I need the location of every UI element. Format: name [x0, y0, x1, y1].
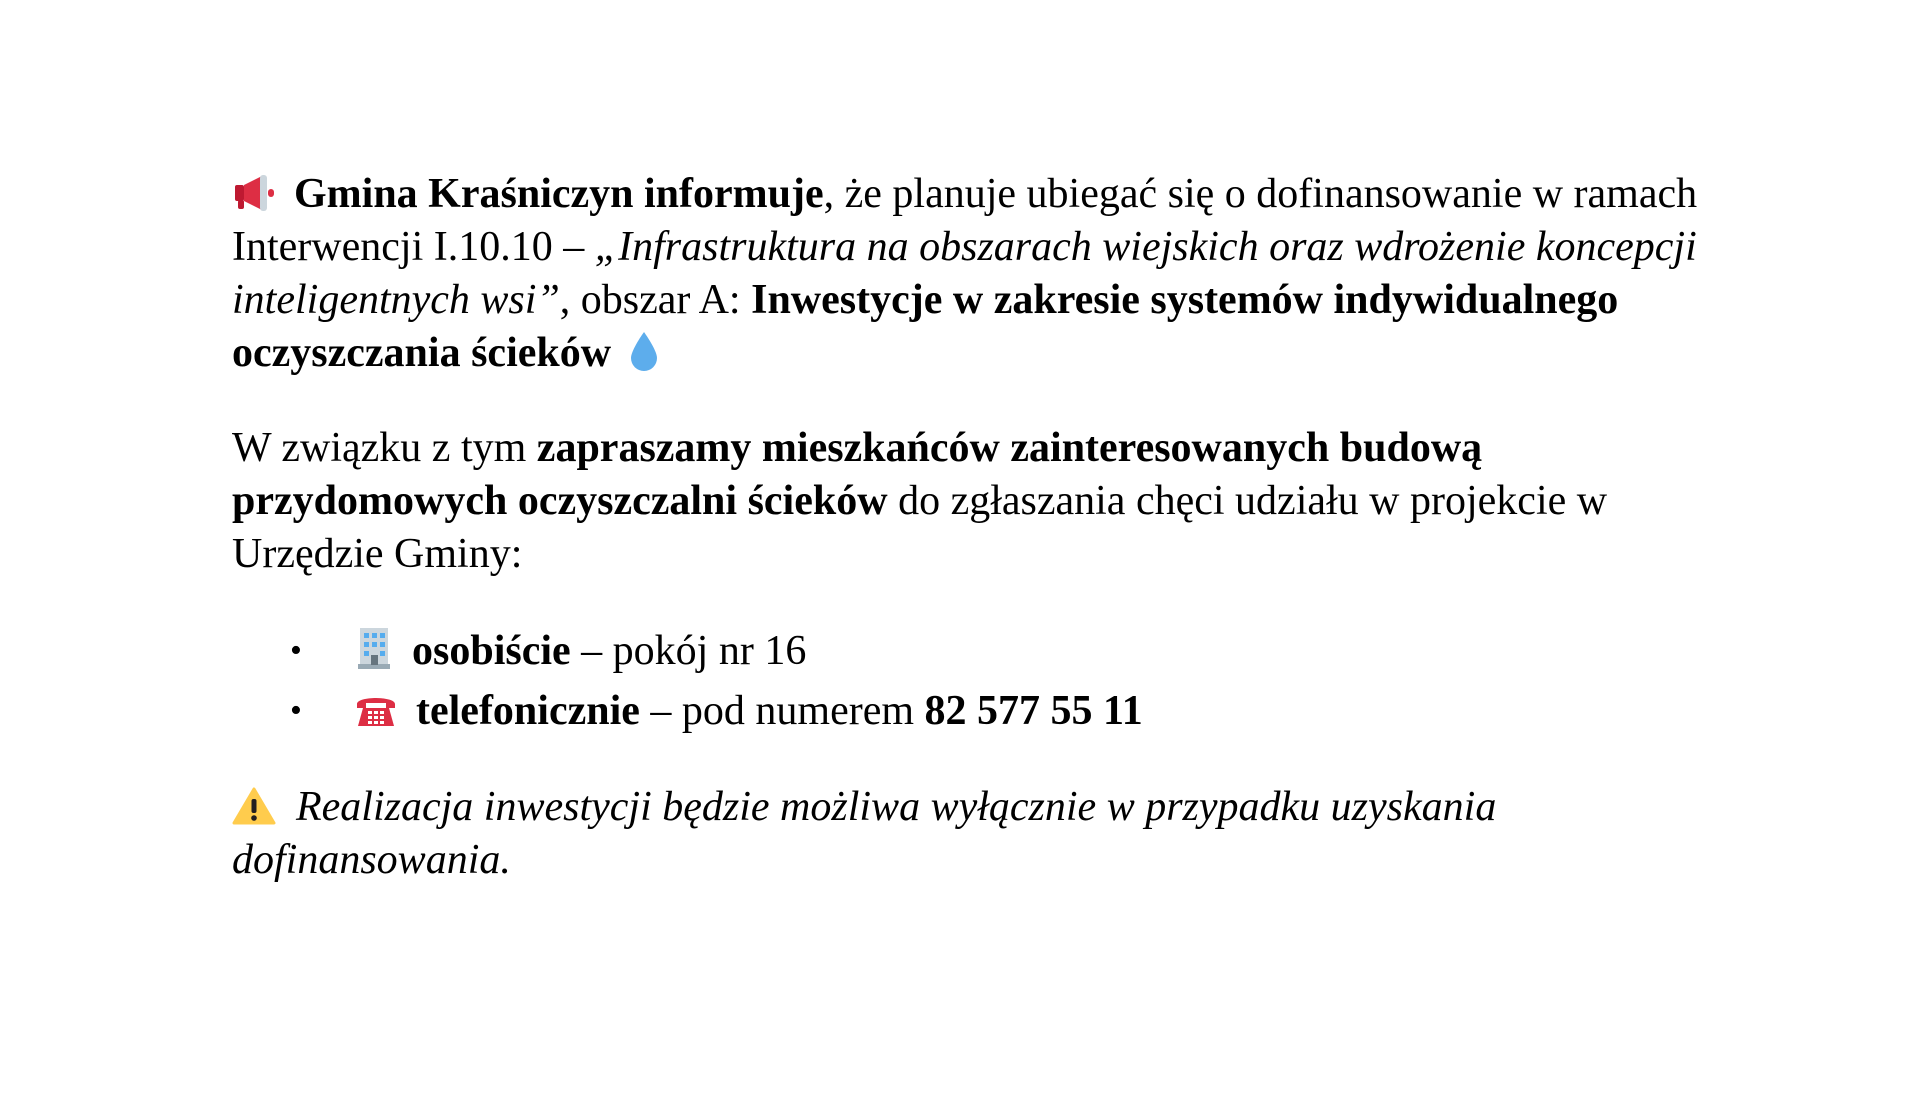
water-drop-icon [627, 330, 661, 372]
phone-number: 82 577 55 11 [924, 688, 1143, 734]
warning-icon [232, 786, 276, 826]
contact-label: osobiście [412, 628, 571, 674]
contact-detail: – pod numerem [639, 688, 925, 734]
announcer-org: Gmina Kraśniczyn informuje [294, 171, 824, 217]
contact-detail: – pokój nr 16 [570, 628, 807, 674]
note-text: Realizacja inwestycji będzie możliwa wyłącznie w przypadku uzyskania dofinansowania. [232, 784, 1497, 883]
list-item [232, 681, 1712, 741]
megaphone-icon [232, 173, 276, 213]
contact-list [232, 621, 1712, 741]
intro-text-2: , obszar A: [559, 277, 752, 323]
intro-text-1: , że planuje ubiegać się o dofinansowanie w ramach Interwencji I.10.10 – [232, 171, 1698, 270]
contact-label: telefonicznie [416, 688, 640, 734]
program-name: „Infrastruktura na obszarach wiejskich oraz wdrożenie koncepcji inteligentnych wsi” [232, 224, 1697, 323]
bullet: • [290, 692, 302, 729]
invitation-highlight: zapraszamy mieszkańców zainteresowanych budową przydomowych oczyszczalni ścieków [232, 425, 1483, 524]
telephone-icon [354, 692, 398, 730]
investment-area: Inwestycje w zakresie systemów indywidualnego oczyszczania ścieków [232, 277, 1619, 376]
list-item [232, 621, 1712, 681]
funding-note [232, 781, 1712, 887]
bullet: • [290, 632, 302, 669]
announcement-document [232, 168, 1712, 887]
invitation-paragraph [232, 422, 1712, 581]
invitation-text-1: W związku z tym [232, 425, 537, 471]
invitation-text-2: do zgłaszania chęci udziału w projekcie w Urzędzie Gminy: [232, 478, 1608, 577]
intro-paragraph [232, 168, 1712, 380]
office-building-icon [354, 626, 394, 670]
